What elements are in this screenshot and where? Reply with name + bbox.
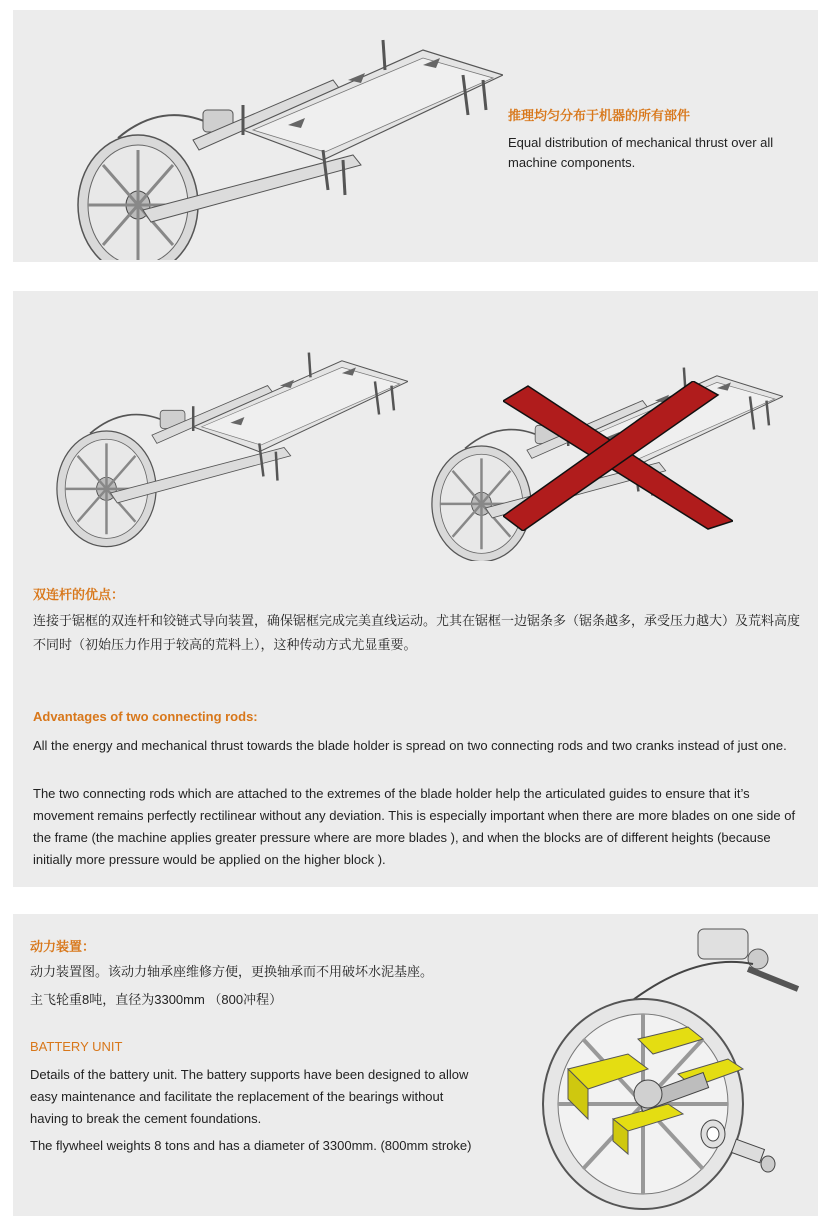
- red-x-mark-icon: [503, 381, 733, 531]
- section-body-zh: 连接于锯框的双连杆和铰链式导向装置，确保锯框完成完美直线运动。尤其在锯框一边锯条多（锯条越多，承受压力越大）及荒料高度不同时（初始压力作用于较高的荒料上），这种传动方式尤显重要。: [33, 613, 801, 652]
- panel-two-connecting-rods: [13, 291, 818, 887]
- section-title-zh: 双连杆的优点：: [33, 587, 125, 602]
- section-body-en-1: All the energy and mechanical thrust towards the blade holder is spread on two connecting rods and two cranks instead of just one.: [33, 738, 787, 753]
- section-body-en: Equal distribution of mechanical thrust over all machine components.: [508, 135, 774, 170]
- section-body-en-1: Details of the battery unit. The battery supports have been designed to allow easy maintenance and facilitate the replacement of the bearings without having to break the cement foundations.: [30, 1067, 469, 1126]
- flywheel-bearing-icon: [528, 919, 813, 1214]
- machine-illustration-icon: [43, 10, 503, 260]
- machine-illustration-icon: [28, 306, 408, 556]
- section-title-zh: 推理均匀分布于机器的所有部件: [508, 108, 691, 123]
- section-body-en-2: The flywheel weights 8 tons and has a diameter of 3300mm. (800mm stroke): [30, 1138, 472, 1153]
- section-title-en: BATTERY UNIT: [30, 1039, 123, 1054]
- panel-thrust-distribution: [13, 10, 818, 262]
- panel-battery-unit: [13, 914, 818, 1216]
- section-line1-zh: 动力装置图。该动力轴承座维修方便，更换轴承而不用破坏水泥基座。: [30, 964, 434, 979]
- section-title-zh: 动力装置：: [30, 939, 96, 954]
- section-line2-zh: 主飞轮重8吨，直径为3300mm （800冲程）: [30, 992, 283, 1007]
- section-body-en-2: The two connecting rods which are attached to the extremes of the blade holder help the articulated guides to ensure that it’s movement remains perfectly rectilinear without any deviation. This is especially important when there are more blades on one side of the frame (the machine applies greater pressure where are more blades ), and when the blocks are of different heights (because initially more pressure would be applied on the higher block ).: [33, 786, 796, 867]
- section-title-en: Advantages of two connecting rods:: [33, 709, 258, 724]
